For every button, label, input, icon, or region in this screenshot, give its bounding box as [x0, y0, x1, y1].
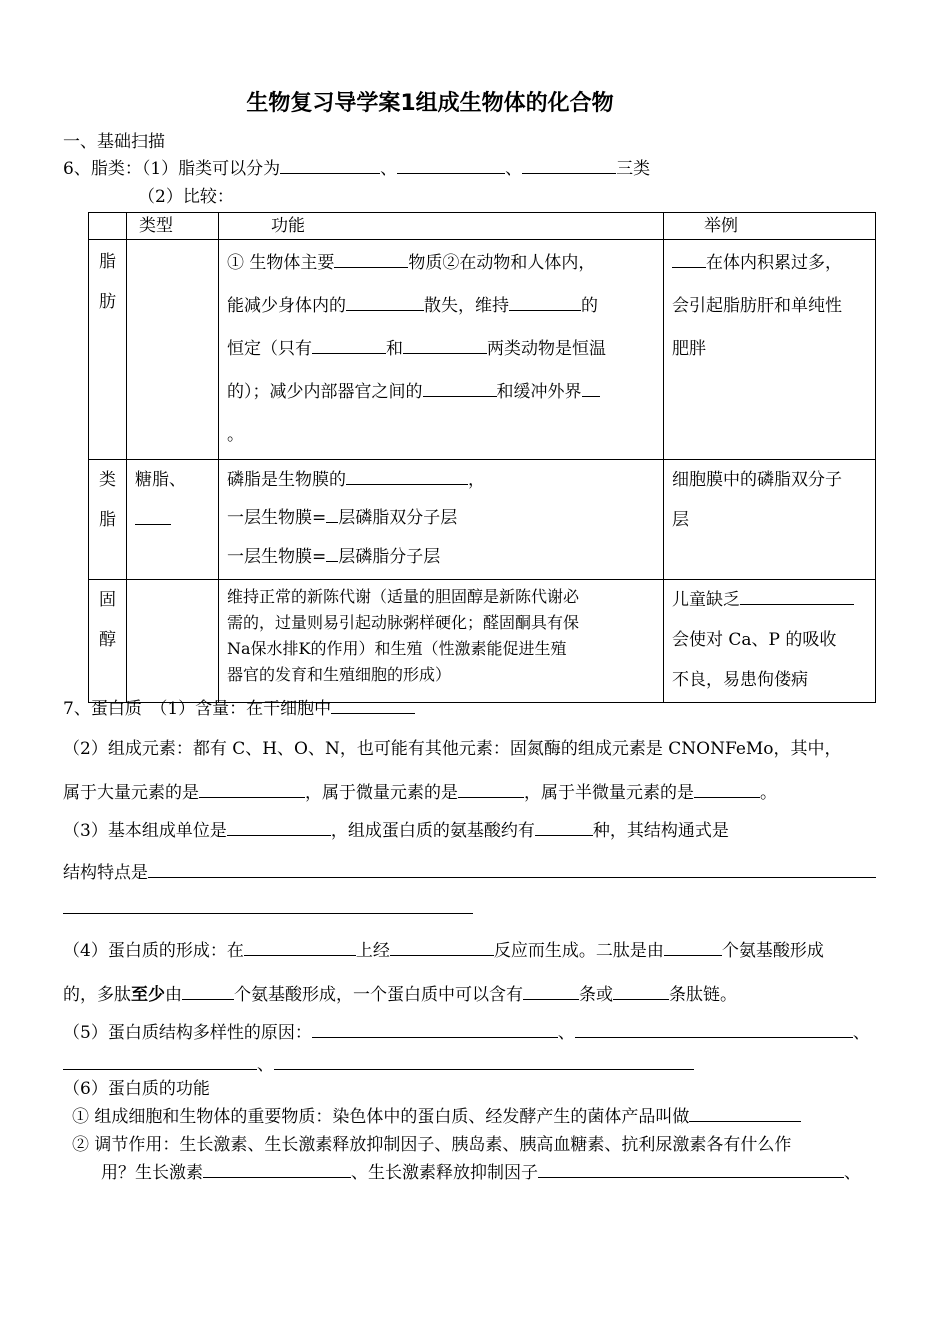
answer-blank[interactable] [312, 1022, 558, 1038]
answer-blank[interactable] [63, 1054, 257, 1070]
answer-blank[interactable] [523, 984, 579, 1000]
text: 和缓冲外界 [496, 382, 582, 402]
lipid-q-tail: 三类 [616, 159, 651, 179]
lipid-q-text: 6、脂类：（1）脂类可以分为 [63, 159, 281, 179]
answer-blank[interactable] [582, 381, 600, 397]
text: 层磷脂双分子层 [338, 508, 458, 528]
text: （3）基本组成单位是 [63, 821, 227, 841]
row-name-lipoid [89, 460, 127, 580]
answer-blank[interactable] [522, 158, 616, 174]
lipid-question [63, 158, 650, 180]
separator: 、 [257, 1055, 274, 1075]
answer-blank[interactable] [403, 338, 487, 354]
table-header-row [89, 213, 876, 240]
answer-blank[interactable] [199, 782, 305, 798]
text: 肥胖 [672, 339, 706, 359]
separator: 、 [505, 159, 523, 179]
text: ① 组成细胞和生物体的重要物质：染色体中的蛋白质、经发酵产生的菌体产品叫做 [72, 1107, 690, 1127]
text: 能减少身体内的 [227, 296, 346, 316]
answer-blank[interactable] [613, 984, 669, 1000]
row-name-char: 醇 [99, 630, 116, 650]
header-example: 举例 [664, 213, 876, 240]
separator: 、 [380, 159, 398, 179]
text: 在体内积累过多， [706, 253, 842, 273]
text: 的，多肽 [63, 985, 131, 1005]
answer-blank[interactable] [244, 940, 356, 956]
text: 个氨基酸形成，一个蛋白质中可以含有 [234, 985, 523, 1005]
text: 和 [386, 339, 403, 359]
answer-blank[interactable] [346, 469, 468, 485]
row-name-sterol [89, 580, 127, 703]
text: 层 [672, 510, 689, 530]
protein-q3-line2 [63, 862, 876, 884]
text: 、生长激素释放抑制因子 [351, 1163, 538, 1183]
row-name-char: 脂 [99, 252, 116, 272]
protein-q5-line2 [63, 1054, 694, 1076]
protein-q6-item2: ② 调节作用：生长激素、生长激素释放抑制因子、胰岛素、胰高血糖素、抗利尿激素各有什么作 [72, 1135, 792, 1155]
text: 器官的发育和生殖细胞的形成） [227, 665, 452, 684]
text: 上经 [355, 941, 390, 961]
text: 层磷脂分子层 [338, 547, 441, 567]
answer-blank[interactable] [331, 698, 415, 714]
separator: 、 [844, 1163, 861, 1183]
row-name-char: 固 [99, 590, 116, 610]
answer-blank[interactable] [312, 338, 386, 354]
text: 的）；减少内部器官之间的 [227, 382, 423, 402]
text: ，属于半微量元素的是 [524, 783, 694, 803]
answer-blank[interactable] [135, 509, 171, 525]
answer-blank[interactable] [274, 1054, 694, 1070]
row-name-char: 脂 [99, 510, 116, 530]
answer-blank[interactable] [227, 820, 331, 836]
text: 的 [581, 296, 598, 316]
page-title: 生物复习导学案1组成生物体的化合物 [246, 91, 614, 116]
answer-blank[interactable] [280, 158, 380, 174]
answer-blank[interactable] [423, 381, 497, 397]
answer-blank[interactable] [390, 940, 494, 956]
protein-q4-line1 [63, 940, 824, 962]
text: 会使对 Ca、P 的吸收 [672, 630, 837, 650]
answer-blank[interactable] [664, 940, 722, 956]
text: 儿童缺乏 [672, 590, 740, 610]
text: 会引起脂肪肝和单纯性 [672, 296, 842, 316]
text: 恒定（只有 [227, 339, 312, 359]
table-row-sterol [89, 580, 876, 703]
answer-blank[interactable] [182, 984, 234, 1000]
protein-q3-line3 [63, 898, 473, 920]
text: （4）蛋白质的形成：在 [63, 941, 244, 961]
fat-example [664, 240, 876, 460]
text: ① 生物体主要 [227, 253, 335, 273]
text: 一层生物膜= [227, 547, 327, 567]
answer-blank[interactable] [397, 158, 505, 174]
header-blank [89, 213, 127, 240]
answer-blank[interactable] [694, 782, 760, 798]
protein-q6: （6）蛋白质的功能 [63, 1079, 210, 1099]
text: Na保水排K的作用）和生殖（性激素能促进生殖 [227, 639, 567, 658]
compare-label: （2）比较： [138, 187, 234, 207]
text: 需的，过量则易引起动脉粥样硬化；醛固酮具有保 [227, 613, 580, 632]
text: 种，其结构通式是 [592, 821, 729, 841]
protein-q2-line2 [63, 782, 777, 804]
text: 一层生物膜= [227, 508, 327, 528]
sterol-function [219, 580, 664, 703]
answer-blank[interactable] [689, 1106, 801, 1122]
answer-blank[interactable] [326, 546, 338, 562]
answer-blank[interactable] [538, 1162, 844, 1178]
text: 。 [760, 783, 777, 803]
text: 糖脂、 [135, 470, 186, 490]
protein-q7 [63, 698, 415, 720]
text: 物质②在动物和人体内， [408, 253, 596, 273]
answer-blank[interactable] [575, 1022, 853, 1038]
text: 不良，易患佝偻病 [672, 670, 808, 690]
sub-cell-empty [127, 240, 219, 460]
separator: 、 [852, 1023, 870, 1043]
sub-cell-empty [127, 580, 219, 703]
lipoid-subtypes [127, 460, 219, 580]
table-row-fat [89, 240, 876, 460]
text: （5）蛋白质结构多样性的原因： [63, 1023, 312, 1043]
text: 反应而生成。二肽是由 [493, 941, 664, 961]
text: ， [468, 470, 485, 490]
answer-blank[interactable] [326, 507, 338, 523]
answer-blank[interactable] [740, 589, 854, 605]
row-name-char: 肪 [99, 292, 116, 312]
text: 结构特点是 [63, 863, 148, 883]
header-function: 功能 [219, 213, 664, 240]
answer-blank[interactable] [63, 898, 473, 914]
answer-blank[interactable] [148, 862, 876, 878]
answer-blank[interactable] [334, 252, 408, 268]
separator: 、 [557, 1023, 575, 1043]
text-emphasis: 至少 [131, 985, 165, 1005]
header-type: 类型 [127, 213, 219, 240]
answer-blank[interactable] [672, 252, 706, 268]
protein-q4-line2 [63, 984, 737, 1006]
text: 散失，维持 [424, 296, 509, 316]
protein-q6-item1 [72, 1106, 801, 1128]
row-name-fat [89, 240, 127, 460]
section-heading: 一、基础扫描 [63, 132, 165, 152]
text: 。 [227, 425, 244, 445]
answer-blank[interactable] [509, 295, 581, 311]
text: 个氨基酸形成 [721, 941, 824, 961]
text: 条或 [579, 985, 613, 1005]
protein-q2-line1: （2）组成元素：都有 C、H、O、N，也可能有其他元素：固氮酶的组成元素是 CNONFeMo，其中， [63, 739, 842, 759]
text: 维持正常的新陈代谢（适量的胆固醇是新陈代谢必 [227, 587, 580, 606]
lipoid-example [664, 460, 876, 580]
protein-q5-line1 [63, 1022, 870, 1044]
answer-blank[interactable] [458, 782, 524, 798]
text: 磷脂是生物膜的 [227, 470, 346, 490]
text: 由 [165, 985, 182, 1005]
table-row-lipoid [89, 460, 876, 580]
protein-q6-item2-cont [101, 1162, 861, 1184]
answer-blank[interactable] [535, 820, 593, 836]
text: 属于大量元素的是 [63, 783, 199, 803]
text: 条肽链。 [669, 985, 737, 1005]
fat-function [219, 240, 664, 460]
text: 用？生长激素 [101, 1163, 203, 1183]
lipid-comparison-table [88, 212, 876, 703]
answer-blank[interactable] [203, 1162, 351, 1178]
answer-blank[interactable] [346, 295, 424, 311]
text: ，组成蛋白质的氨基酸约有 [330, 821, 535, 841]
text: 7、蛋白质 （1）含量：在干细胞中 [63, 699, 332, 719]
text: 两类动物是恒温 [487, 339, 606, 359]
protein-q3-line1 [63, 820, 729, 842]
text: ，属于微量元素的是 [305, 783, 458, 803]
sterol-example [664, 580, 876, 703]
lipoid-function [219, 460, 664, 580]
text: 细胞膜中的磷脂双分子 [672, 470, 842, 490]
row-name-char: 类 [99, 470, 116, 490]
